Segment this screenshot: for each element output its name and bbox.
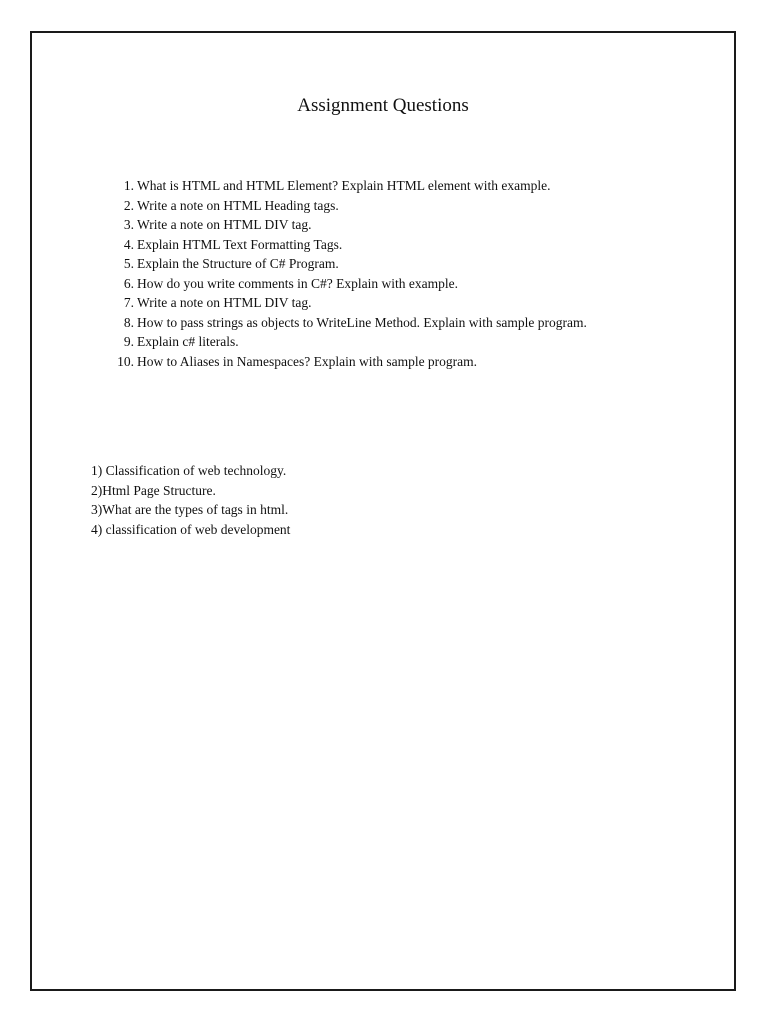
item-number: 3. — [123, 217, 134, 232]
item-text: Explain HTML Text Formatting Tags. — [137, 236, 343, 252]
list-item: 4) classification of web development — [91, 521, 291, 537]
list-item — [110, 176, 587, 196]
item-number: 10. — [117, 353, 134, 369]
item-text: How to pass strings as objects to WriteLine Method. Explain with sample program. — [137, 314, 587, 330]
document-page — [30, 31, 736, 991]
item-text: How do you write comments in C#? Explain with example. — [137, 275, 458, 291]
item-text: How to Aliases in Namespaces? Explain with sample program. — [137, 353, 478, 369]
item-text: Write a note on HTML Heading tags. — [137, 197, 339, 213]
item-text: Explain the Structure of C# Program. — [137, 256, 339, 271]
list-item: 1) Classification of web technology. — [91, 463, 287, 478]
item-number: 4. — [123, 236, 134, 252]
item-text: Explain c# literals. — [137, 334, 239, 349]
list-item — [110, 274, 587, 294]
item-text: Write a note on HTML DIV tag. — [137, 217, 312, 232]
list-item — [110, 254, 587, 274]
list-item — [110, 235, 587, 255]
item-number: 8. — [123, 314, 134, 330]
item-number: 6. — [123, 275, 134, 291]
item-number: 5. — [123, 256, 134, 271]
numbered-question-list — [110, 176, 587, 371]
list-item — [110, 313, 587, 333]
list-item — [110, 293, 587, 313]
item-number: 7. — [123, 295, 134, 310]
item-text: What is HTML and HTML Element? Explain HTML element with example. — [137, 178, 551, 193]
item-number: 1. — [123, 178, 134, 193]
list-item — [110, 215, 587, 235]
item-number: 2. — [123, 197, 134, 213]
list-item — [110, 332, 587, 352]
page-title: Assignment Questions — [297, 95, 469, 116]
extra-question-list — [91, 461, 290, 539]
list-item: 2)Html Page Structure. — [91, 482, 216, 498]
list-item — [110, 352, 587, 372]
item-text: Write a note on HTML DIV tag. — [137, 295, 312, 310]
list-item: 3)What are the types of tags in html. — [91, 502, 289, 517]
list-item — [110, 196, 587, 216]
item-number: 9. — [123, 334, 134, 349]
